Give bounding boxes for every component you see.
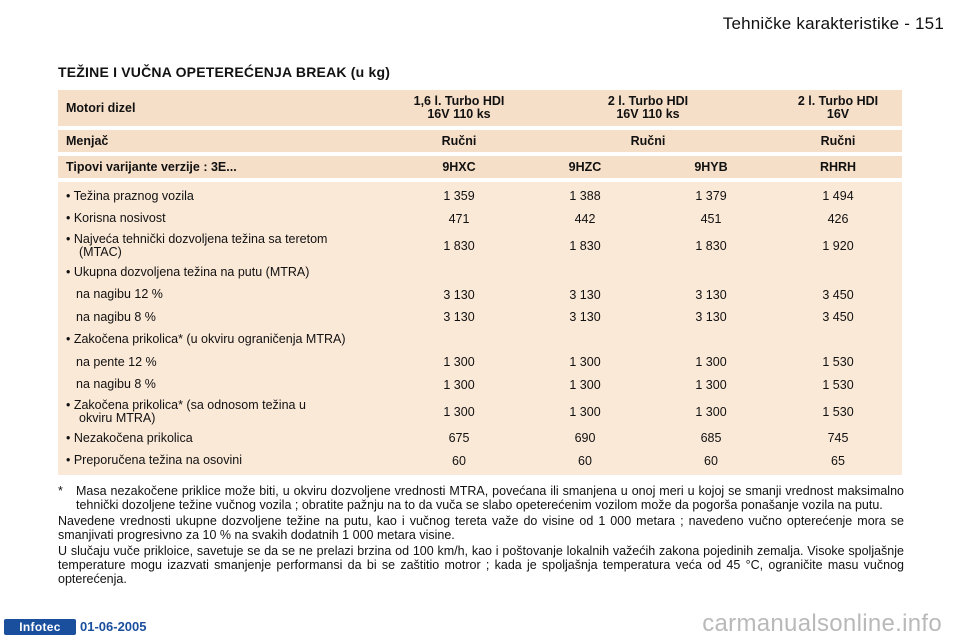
cell: 1 300 [443,377,475,392]
page-header: Tehničke karakteristike - 151 [722,14,944,33]
footnote-text: Masa nezakočene priklice može biti, u okviru dozvoljene vrednosti MTRA, povećana ili smanjena u onoj meri u kojoj se smanji vrednost maksimalno tehnički dozoljene težine vučnog vozila ; obratite pažnju na to da vuča se slabo opeterećenim vozilom može da pogorša ponašanje vozila na putu. [76,484,904,512]
cell: 675 [448,431,470,446]
variant-label: Tipovi varijante verzije : 3E... [66,159,237,174]
row-label: • Težina praznog vozila [66,188,194,203]
cell: 3 130 [695,310,727,325]
cell: 1 300 [695,404,727,419]
cell: 1 530 [822,404,854,419]
variant-code: RHRH [819,159,857,174]
cell: 3 130 [569,287,601,302]
table-row [58,351,902,374]
cell: 1 300 [443,404,475,419]
cell: 3 450 [822,287,854,302]
note-towing: U slučaju vuče prikloice, savetuje se da se ne prelazi brzina od 100 km/h, kao i poštovanje lokalnih važećih zakona pojedinih zemalja. Visoke spoljašnje temperature mogu izazvati smanjenje performansi da bi se zaštitio motror ; kada je spoljašnja temperatura veća od 45 °C, ograničite masu vučnog opterećenja. [58,544,904,586]
cell: 1 830 [443,238,475,253]
cell: 690 [574,431,596,446]
cell: 1 300 [443,355,475,370]
motor-col1: 1,6 l. Turbo HDI 16V 110 ks [413,94,505,121]
footnote-star [58,484,904,512]
cell: 60 [452,453,466,468]
cell: 1 494 [822,189,854,204]
cell: 1 830 [695,238,727,253]
row-label: • Preporučena težina na osovini [66,453,243,468]
row-label: na nagibu 12 % [76,287,163,302]
cell: 1 830 [569,238,601,253]
cell: 451 [700,211,722,226]
cell: 3 450 [822,310,854,325]
table-row [58,185,902,208]
cell: 745 [827,431,849,446]
section-title: TEŽINE I VUČNA OPETEREĆENJA BREAK (u kg) [58,64,391,80]
row-label: • Korisna nosivost [66,211,166,226]
cell: 471 [448,211,470,226]
table-row [58,261,902,284]
cell: 3 130 [569,310,601,325]
cell: 442 [574,211,596,226]
cell: 65 [831,453,845,468]
row-label: • Ukupna dozvoljena težina na putu (MTRA) [66,264,310,279]
table-row [58,306,902,329]
motor-col2: 2 l. Turbo HDI 16V 110 ks [607,94,689,121]
watermark: carmanualsonline.info [702,610,942,637]
cell: 1 300 [569,404,601,419]
gear-col2: Ručni [630,133,666,148]
row-label: • Zakočena prikolica* (u okviru ograničenja MTRA) [66,332,346,347]
table-row [58,230,902,261]
variant-code: 9HZC [568,159,602,174]
gear-col1: Ručni [441,133,477,148]
table-row [58,208,902,231]
cell: 1 300 [569,355,601,370]
footer-date: 01-06-2005 [80,619,147,634]
variant-code: 9HXC [442,159,476,174]
note-altitude: Navedene vrednosti ukupne dozvoljene težine na putu, kao i vučnog tereta važe do visine od 1 000 metara ; navedeno vučno opterećenje mora se smanjivati progresivno za 10 % na svakih dodatnih 1 000 metara visine. [58,514,904,542]
cell: 1 300 [695,377,727,392]
variant-row [58,156,902,178]
gear-label: Menjač [66,133,109,148]
row-label: na nagibu 8 % [76,309,156,324]
motor-col3: 2 l. Turbo HDI 16V [797,94,879,121]
gear-col3: Ručni [820,133,856,148]
infotec-logo: Infotec [4,619,76,635]
row-label: • Najveća tehnički dozvoljena težina sa teretom (MTAC) [66,231,328,259]
cell: 3 130 [695,287,727,302]
table-row [58,450,902,473]
footnote-mark: * [58,484,63,498]
cell: 1 920 [822,238,854,253]
table-row [58,284,902,307]
cell: 1 359 [443,189,475,204]
cell: 426 [827,211,849,226]
cell: 1 300 [695,355,727,370]
row-label: na pente 12 % [76,354,157,369]
cell: 60 [578,453,592,468]
motor-row [58,90,902,126]
row-label: na nagibu 8 % [76,377,156,392]
cell: 1 530 [822,377,854,392]
table-row [58,427,902,450]
cell: 1 300 [569,377,601,392]
table-row [58,329,902,352]
motor-label: Motori dizel [66,100,136,115]
row-label: • Nezakočena prikolica [66,430,193,445]
table-row [58,396,902,427]
cell: 685 [700,431,722,446]
table-body [58,182,902,475]
variant-code: 9HYB [694,159,728,174]
table-row [58,374,902,397]
cell: 1 530 [822,355,854,370]
cell: 60 [704,453,718,468]
gear-row [58,130,902,152]
cell: 3 130 [443,287,475,302]
footnotes [58,484,904,588]
cell: 3 130 [443,310,475,325]
cell: 1 379 [695,189,727,204]
weights-table [58,90,902,475]
cell: 1 388 [569,189,601,204]
row-label: • Zakočena prikolica* (sa odnosom težina u okviru MTRA) [66,397,306,425]
